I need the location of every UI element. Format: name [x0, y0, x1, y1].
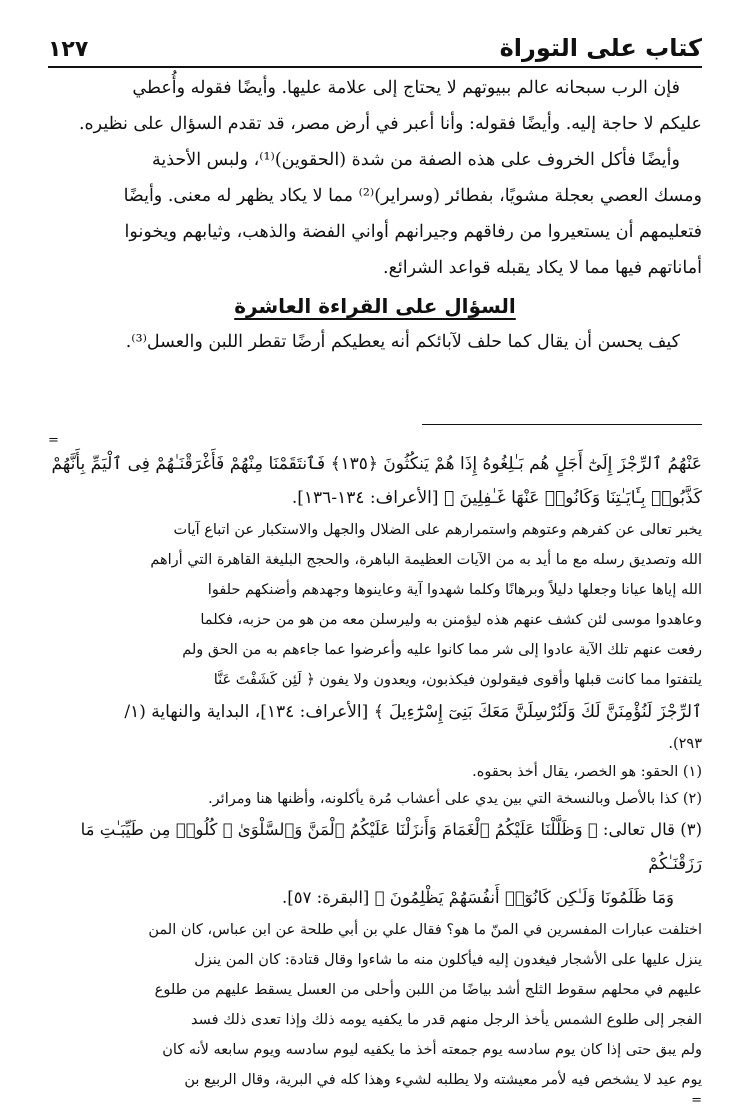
page-number: ١٢٧ [48, 37, 89, 62]
footnote-line: ٢٩٣). [668, 736, 702, 752]
section-heading: السؤال على القراءة العاشرة [234, 294, 516, 318]
footnote-line: الله وتصديق رسله مع ما أيد به من الآيات العظيمة الباهرة، والحجج البليغة القاهرة التي أراهم [150, 552, 702, 568]
footnote-3: (٣) قال تعالى: ﴿ وَظَلَّلْنَا عَلَيْكُمُ ٱلْغَمَامَ وَأَنزَلْنَا عَلَيْكُمُ ٱلْمَنَّ وَٱلسَّلْوَىٰ ۖ كُلُوا۟ مِن طَيِّبَـٰتِ مَا رَزَقْنَـٰكُمْ [80, 820, 702, 873]
footnote-line: اختلفت عبارات المفسرين في المنّ ما هو؟ فقال علي بن أبي طلحة عن ابن عباس، كان المن [148, 922, 702, 938]
end-continuation-mark: = [691, 1093, 702, 1108]
quran-verse-line: عَنْهُمُ ٱلرِّجْزَ إِلَىٰٓ أَجَلٍ هُم بَـٰلِغُوهُ إِذَا هُمْ يَنكُثُونَ ﴿١٣٥﴾ فَٱنتَقَمْنَا مِنْهُمْ فَأَغْرَقْنَـٰهُمْ فِى ٱلْيَمِّ بِأَنَّهُمْ [51, 454, 702, 474]
footnotes [48, 447, 702, 1107]
footnote-line: الله إياها عيانا وجعلها دليلاً وبرهانًا وكلما شهدوا آية وعاينوها وجهدهم وأضنكهم حلفوا [207, 582, 702, 598]
page-header [48, 34, 702, 68]
continuation-mark: = [48, 433, 59, 448]
quran-verse-line: كَذَّبُوا۟ بِـَٔايَـٰتِنَا وَكَانُوا۟ عَنْهَا غَـٰفِلِينَ ﴾ [الأعراف: ١٣٤-١٣٦]. [291, 488, 702, 508]
footnote-line: يخبر تعالى عن كفرهم وعتوهم واستمرارهم على الضلال والجهل والاستكبار عن اتباع آيات [173, 522, 702, 538]
footnote-separator [422, 424, 702, 425]
main-text [48, 70, 702, 360]
footnote-line: وعاهدوا موسى لئن كشف عنهم هذه ليؤمنن به وليرسلن معه من هو من حزبه، فكلما [200, 612, 702, 628]
text-line: أماناتهم فيها مما لا يكاد يقبله قواعد الشرائع. [383, 258, 702, 278]
footnote-line: ولم يبق حتى إذا كان يوم سادسه يوم جمعته أخذ ما يكفيه ليوم سادسه ويوم سابعه لأنه كان [162, 1042, 702, 1058]
footnote-line: يوم عيد لا يشخص فيه لأمر معيشته ولا يطلبه لشيء وهذا كله في البرية، وقال الربيع بن [184, 1072, 702, 1088]
text-line: ومسك العصي بعجلة مشويًا، بفطائر (وسراير)⁽²⁾ مما لا يكاد يظهر له معنى. وأيضًا [123, 186, 702, 206]
footnote-line: ينزل عليها على الأشجار فيغدون إليه فيأكلون منه ما شاءوا وقال قتادة: كان المن ينزل [194, 952, 702, 968]
text-line: وأيضًا فأكل الخروف على هذه الصفة من شدة (الحقوين)⁽¹⁾، ولبس الأحذية [151, 150, 680, 170]
text-line: فتعليمهم أن يستعيروا من رفاقهم وجيرانهم أواني الفضة والذهب، وثيابهم ويخونوا [124, 222, 702, 242]
footnote-3-verse: وَمَا ظَلَمُونَا وَلَـٰكِن كَانُوٓا۟ أَنفُسَهُمْ يَظْلِمُونَ ﴾ [البقرة: ٥٧]. [282, 888, 674, 907]
running-title: كتاب على التوراة [499, 34, 702, 62]
text-line: عليكم لا حاجة إليه. وأيضًا فقوله: وأنا أعبر في أرض مصر، قد تقدم السؤال على نظيره. [78, 114, 702, 134]
footnote-line: ٱلرِّجْزَ لَنُؤْمِنَنَّ لَكَ وَلَنُرْسِلَنَّ مَعَكَ بَنِىٓ إِسْرَٰٓءِيلَ ﴾ [الأعراف: ١٣٤]، البداية والنهاية (١/ [124, 702, 702, 722]
question-text: كيف يحسن أن يقال كما حلف لآبائكم أنه يعطيكم أرضًا تقطر اللبن والعسل⁽³⁾. [125, 332, 680, 352]
footnote-line: يلتفتوا مما كانت قبلها وأقوى فيقولون فيكذبون، ويعدون ولا يفون ﴿ لَئِن كَشَفْتَ عَنَّا [213, 672, 702, 688]
text-line: فإن الرب سبحانه عالم ببيوتهم لا يحتاج إلى علامة عليها. وأيضًا فقوله وأُعطي [132, 78, 680, 98]
footnote-2: (٢) كذا بالأصل وبالنسخة التي بين يدي على أعشاب مُرة يأكلونه، وأظنها هنا ومرائر. [208, 791, 702, 807]
footnote-1: (١) الحقو: هو الخصر، يقال أخذ بحقوه. [472, 764, 702, 780]
footnote-line: رفعت عنهم تلك الآية عادوا إلى شر مما كانوا عليه وأعرضوا عما جاءهم به من الحق ولم [182, 642, 702, 658]
footnote-line: الفجر إلى طلوع الشمس يأخذ الرجل منهم قدر ما يكفيه يومه ذلك وإذا تعدى ذلك فسد [191, 1012, 702, 1028]
footnote-line: عليهم في محلهم سقوط الثلج أشد بياضًا من اللبن وأحلى من العسل يسقط عليهم من طلوع [154, 982, 702, 998]
